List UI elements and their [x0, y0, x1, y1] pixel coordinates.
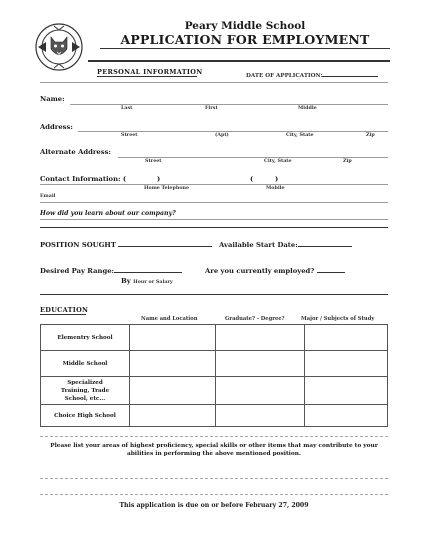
name-sub-first: First [205, 105, 218, 111]
home-phone-paren-close: ) [157, 175, 161, 183]
edu-cell[interactable] [216, 325, 305, 351]
personal-divider [40, 82, 388, 83]
alt-sub-zip: Zip [343, 158, 352, 164]
pay-range-field[interactable] [40, 266, 182, 275]
contact-line[interactable] [40, 184, 388, 185]
name-sub-last: Last [121, 105, 133, 111]
edu-cell[interactable] [305, 405, 388, 427]
address-sub-street: Street [121, 132, 138, 138]
currently-employed-field[interactable] [205, 266, 345, 275]
pay-range-label: Desired Pay Range: [40, 267, 115, 275]
position-sought-field[interactable] [40, 240, 212, 249]
alt-sub-city: City, State [264, 158, 292, 164]
edu-cell[interactable] [216, 351, 305, 377]
edu-col-graduate: Graduate? - Degree? [225, 316, 285, 322]
education-heading-underline [40, 314, 86, 315]
email-line[interactable] [40, 202, 388, 203]
edu-row-label: Specialized Training, Trade School, etc... [41, 377, 130, 405]
edu-cell[interactable] [305, 377, 388, 405]
source-question: How did you learn about our company? [40, 210, 176, 217]
email-label: Email [40, 193, 56, 199]
title-underline [100, 48, 390, 49]
proficiency-answer-line[interactable] [40, 494, 388, 495]
alt-sub-street: Street [145, 158, 162, 164]
address-sub-apt: (Apt) [215, 132, 229, 138]
position-sought-label: POSITION SOUGHT [40, 241, 116, 249]
table-row [41, 325, 388, 351]
name-label: Name: [40, 95, 65, 103]
edu-col-name: Name and Location [141, 316, 198, 322]
edu-cell[interactable] [130, 351, 216, 377]
address-sub-zip: Zip [366, 132, 375, 138]
contact-label: Contact Information: ( [40, 175, 127, 183]
start-date-field[interactable] [219, 240, 352, 249]
mobile-paren-close: ) [275, 175, 279, 183]
proficiency-instructions: Please list your areas of highest proficiency, special skills or other items that may contribute to your abilities in performing the above mentioned position. [50, 443, 378, 457]
edu-row-label: Elementry School [41, 325, 130, 351]
edu-cell[interactable] [130, 377, 216, 405]
position-bottom-rule [40, 294, 388, 295]
edu-cell[interactable] [130, 405, 216, 427]
table-row [41, 405, 388, 427]
name-sub-middle: Middle [298, 105, 317, 111]
home-telephone-label: Home Telephone [144, 185, 190, 191]
mobile-label: Mobile [266, 185, 285, 191]
by-sub-label: Hour or Salary [133, 279, 173, 285]
edu-row-label: Middle School [41, 351, 130, 377]
address-sub-city: City, State [286, 132, 314, 138]
personal-info-heading: PERSONAL INFORMATION [97, 68, 203, 76]
edu-cell[interactable] [216, 377, 305, 405]
education-heading: EDUCATION [40, 306, 89, 314]
date-label: DATE OF APPLICATION: [246, 73, 323, 79]
form-title: APPLICATION FOR EMPLOYMENT [120, 32, 370, 47]
alt-address-label: Alternate Address: [40, 148, 111, 156]
by-label: By [121, 277, 131, 285]
edu-cell[interactable] [305, 325, 388, 351]
name-line[interactable] [70, 104, 388, 105]
table-row [41, 351, 388, 377]
edu-col-major: Major / Subjects of Study [301, 316, 375, 322]
header-rule [88, 60, 390, 62]
education-table [40, 324, 388, 427]
proficiency-answer-line[interactable] [40, 478, 388, 479]
source-line[interactable] [40, 219, 388, 220]
table-row [41, 377, 388, 405]
school-name: Peary Middle School [184, 20, 306, 32]
edu-cell[interactable] [216, 405, 305, 427]
personal-heading-underline [97, 76, 197, 77]
position-top-rule [40, 227, 388, 228]
address-label: Address: [40, 123, 73, 131]
edu-cell[interactable] [305, 351, 388, 377]
mobile-paren-open: ( [250, 175, 254, 183]
school-seal-logo [34, 22, 84, 72]
edu-cell[interactable] [130, 325, 216, 351]
pay-basis [121, 277, 173, 285]
proficiency-top-divider [40, 436, 388, 437]
start-date-label: Available Start Date: [219, 241, 298, 249]
edu-row-label: Choice High School [41, 405, 130, 427]
due-date-footer: This application is due on or before February 27, 2009 [119, 502, 309, 509]
currently-employed-label: Are you currently employed? [205, 267, 315, 275]
date-of-application-field[interactable] [246, 70, 378, 79]
